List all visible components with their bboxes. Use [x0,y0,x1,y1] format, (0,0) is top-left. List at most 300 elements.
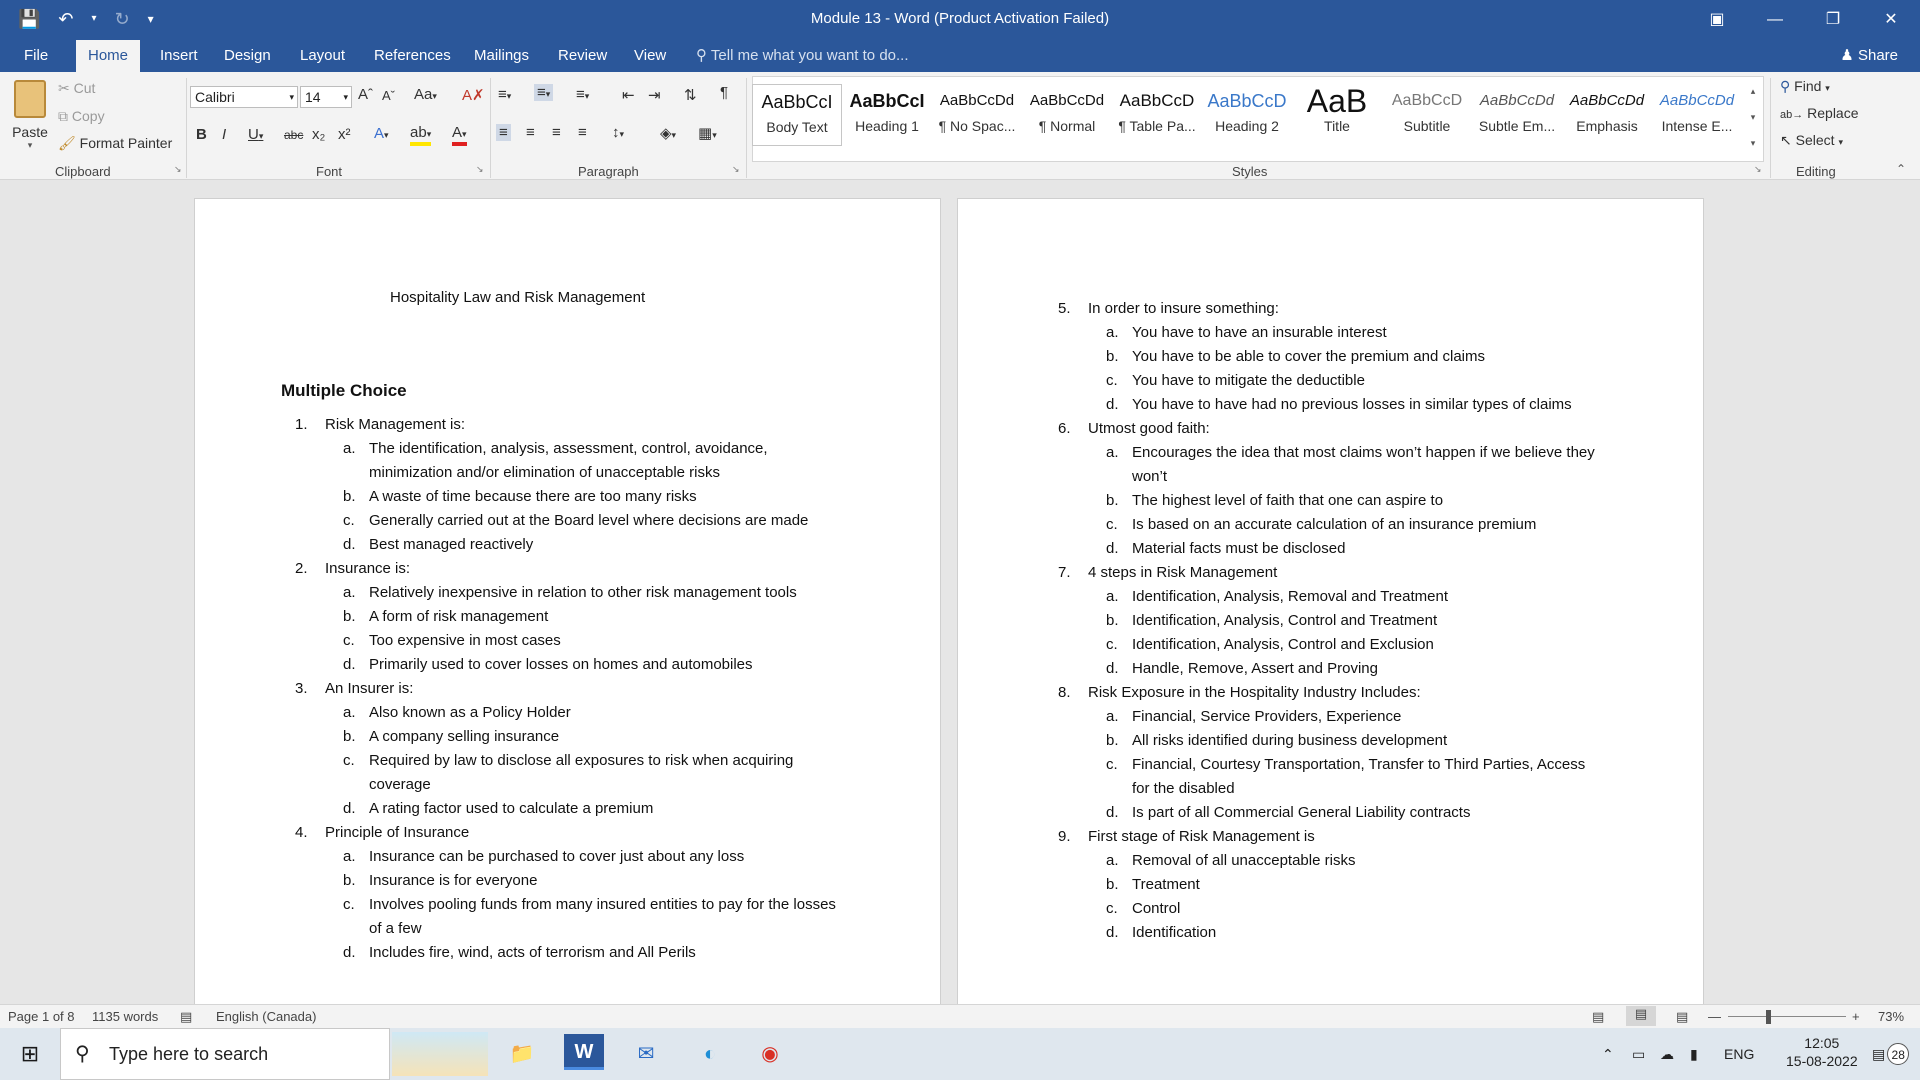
bullets-icon[interactable]: ≡▾ [498,86,512,103]
option-letter: a. [1106,324,1119,341]
option-item [281,725,841,749]
bold-icon[interactable]: B [196,126,207,143]
option-item [281,845,841,869]
share-label: Share [1857,47,1898,64]
option-text: Control [1132,900,1181,917]
show-hidden-icons[interactable]: ⌃ [1602,1046,1614,1062]
font-group-label: Font [316,164,343,179]
clock[interactable] [1786,1034,1858,1070]
select-button[interactable]: ↖ Select ▾ [1780,132,1843,148]
editing-group-label: Editing [1796,164,1836,179]
highlight-icon[interactable]: ab▾ [410,125,431,146]
tab-mailings[interactable]: Mailings [474,47,530,64]
style-sample: AaBbCcDd [1569,92,1645,109]
style-normal[interactable] [1022,84,1112,146]
font-name-value: Calibri [195,89,235,105]
zoom-slider-track[interactable] [1728,1016,1846,1017]
style-subtitle[interactable] [1382,84,1472,146]
option-letter: d. [1106,660,1119,677]
mail-icon[interactable]: ✉ [637,1043,655,1065]
question-text: Risk Management is: [325,416,466,433]
notification-count: 28 [1887,1043,1909,1065]
option-text: Required by law to disclose all exposures to risk when acquiring coverage [369,752,794,793]
line-spacing-icon[interactable]: ↕▾ [612,124,625,141]
style-body-text[interactable] [752,84,842,146]
window-title: Module 13 - Word (Product Activation Failed) [810,10,1110,27]
close-button[interactable]: ✕ [1884,11,1898,28]
option-letter: a. [1106,852,1119,869]
change-case-label: Aa [414,86,433,103]
proofing-icon[interactable]: ▤ [180,1009,193,1024]
option-letter: d. [1106,396,1119,413]
option-item [1044,849,1604,873]
option-text: Treatment [1132,876,1200,893]
windows-start-icon[interactable]: ⊞ [20,1041,40,1066]
question-number: 8. [1058,684,1071,701]
customize-qat-icon[interactable]: ▾ [147,12,154,26]
zoom-level[interactable]: 73% [1878,1009,1905,1024]
option-item [1044,441,1604,489]
tab-design[interactable]: Design [224,47,271,64]
show-formatting-icon[interactable]: ¶ [720,84,729,101]
find-button[interactable]: ⚲ Find ▾ [1780,78,1830,94]
style-intense-emphasis[interactable] [1652,84,1742,146]
option-item [1044,369,1604,393]
option-letter: b. [343,872,356,889]
chrome-browser-icon[interactable]: ◉ [761,1043,779,1065]
style-name: Heading 1 [855,118,919,134]
option-letter: d. [343,536,356,553]
question-number: 5. [1058,300,1071,317]
language-indicator[interactable]: English (Canada) [216,1009,317,1024]
option-item [1044,585,1604,609]
zoom-out-icon[interactable]: — [1708,1009,1721,1024]
option-item [1044,729,1604,753]
question-number: 9. [1058,828,1071,845]
option-item [1044,633,1604,657]
strikethrough-icon[interactable]: abc [284,128,304,142]
tab-review[interactable]: Review [558,47,608,64]
clock-date: 15-08-2022 [1786,1053,1858,1069]
option-item [281,485,841,509]
lightbulb-icon: ⚲ [696,47,707,64]
style-subtle-emphasis[interactable] [1472,84,1562,146]
style-name: ¶ Table Pa... [1118,118,1196,134]
text-effects-icon[interactable]: A▾ [374,125,389,142]
style-name: Emphasis [1576,118,1638,134]
clipboard-group-label: Clipboard [55,164,111,179]
minimize-button[interactable]: — [1767,11,1783,28]
page-1[interactable] [194,198,941,1015]
separator [490,78,491,178]
option-item [281,605,841,629]
option-letter: c. [343,896,355,913]
option-letter: d. [1106,924,1119,941]
style-heading-1[interactable] [842,84,932,146]
restore-button[interactable]: ❐ [1825,11,1841,28]
option-item [1044,921,1604,945]
option-item [281,653,841,677]
question-item [1044,417,1604,441]
option-letter: b. [1106,348,1119,365]
option-text: Includes fire, wind, acts of terrorism and All Perils [369,944,696,961]
question-text: Insurance is: [325,560,411,577]
chevron-down-icon[interactable]: ▾ [1750,112,1756,122]
select-label: Select [1795,132,1835,148]
option-item [281,893,841,941]
style-name: ¶ Normal [1038,118,1096,134]
chevron-up-icon[interactable]: ▴ [1750,86,1756,96]
paragraph-launcher-icon[interactable]: ↘ [732,164,740,174]
find-label: Find [1794,78,1822,94]
replace-button[interactable] [1780,105,1859,121]
question-text: An Insurer is: [325,680,414,697]
replace-icon: ab→ [1780,109,1804,121]
format-painter-label: Format Painter [79,135,173,151]
style-table-paragraph[interactable] [1112,84,1202,146]
person-icon: ♟ [1840,47,1854,64]
option-item [1044,657,1604,681]
option-item [1044,873,1604,897]
title-bar [0,0,1920,40]
styles-group-label: Styles [1232,164,1268,179]
decrease-indent-icon[interactable]: ⇤ [622,87,635,104]
option-item [1044,753,1604,801]
option-text: Too expensive in most cases [369,632,561,649]
tab-references[interactable]: References [374,47,451,64]
option-letter: a. [1106,444,1119,461]
edge-browser-icon[interactable]: ◐ [703,1043,717,1065]
word-count[interactable]: 1135 words [92,1009,159,1024]
gallery-more-icon[interactable]: ▾ [1750,138,1756,148]
input-language[interactable]: ENG [1724,1046,1755,1062]
option-letter: d. [1106,804,1119,821]
option-item [1044,513,1604,537]
option-text: The identification, analysis, assessment, control, avoidance, minimization and/or elimination of unacceptable risks [369,440,768,481]
option-letter: d. [1106,540,1119,557]
cut-button[interactable] [58,80,95,97]
question-item [281,413,841,437]
option-text: Best managed reactively [369,536,534,553]
paintbrush-icon: 🖌 [58,135,76,151]
option-letter: c. [343,632,355,649]
subscript-icon[interactable]: x₂ [312,126,326,143]
window-controls [1688,0,1920,40]
option-item [1044,345,1604,369]
search-icon: ⚲ [75,1043,90,1065]
option-text: Material facts must be disclosed [1132,540,1346,557]
question-text: Principle of Insurance [325,824,470,841]
style-emphasis[interactable] [1562,84,1652,146]
question-text: Risk Exposure in the Hospitality Industry Includes: [1088,684,1421,701]
option-letter: a. [343,848,356,865]
read-mode-icon[interactable]: ▤ [1592,1009,1605,1024]
style-name: Subtle Em... [1478,118,1556,134]
style-sample: AaBbCcD [1119,91,1195,110]
cut-label: Cut [73,80,96,96]
paste-dropdown-icon: ▾ [27,140,33,150]
option-letter: d. [343,656,356,673]
paste-button[interactable] [8,78,52,162]
option-text: Also known as a Policy Holder [369,704,571,721]
underline-icon[interactable]: U▾ [248,126,264,143]
question-item [1044,561,1604,585]
word-app-icon[interactable]: W [564,1034,604,1070]
search-placeholder: Type here to search [109,1044,269,1064]
chevron-down-icon: ▾ [289,92,294,102]
style-sample: AaBbCcI [761,92,833,112]
option-text: A rating factor used to calculate a premium [369,800,654,817]
option-letter: b. [1106,612,1119,629]
separator [186,78,187,178]
style-heading-2[interactable] [1202,84,1292,146]
chevron-down-icon: ▾ [343,92,348,102]
option-text: Insurance is for everyone [369,872,538,889]
option-text: You have to have had no previous losses in similar types of claims [1132,396,1572,413]
option-text: Financial, Service Providers, Experience [1132,708,1402,725]
option-letter: c. [1106,900,1118,917]
align-center-icon[interactable]: ≡ [526,124,535,141]
undo-dropdown-icon[interactable]: ▾ [91,13,97,24]
search-icon: ⚲ [1780,78,1791,94]
web-layout-icon[interactable]: ▤ [1676,1009,1689,1024]
redo-icon[interactable]: ↻ [114,9,130,29]
option-item [1044,897,1604,921]
separator [1770,78,1771,178]
question-list-page-1 [281,413,841,965]
shrink-font-icon[interactable]: Aˇ [382,88,395,103]
italic-icon[interactable]: I [222,126,227,143]
tab-file[interactable]: File [24,47,49,64]
option-letter: c. [1106,756,1118,773]
print-layout-icon[interactable]: ▤ [1626,1006,1656,1026]
style-name: Intense E... [1661,118,1733,134]
file-explorer-icon[interactable]: 📁 [509,1043,535,1065]
option-text: A form of risk management [369,608,549,625]
zoom-slider-thumb[interactable] [1766,1010,1771,1024]
option-item [281,941,841,965]
question-number: 6. [1058,420,1071,437]
ribbon-tabs [0,40,1920,72]
document-canvas [0,180,1920,1015]
option-text: You have to mitigate the deductible [1132,372,1365,389]
question-item [281,557,841,581]
page-2[interactable] [957,198,1704,1015]
styles-launcher-icon[interactable]: ↘ [1754,164,1762,174]
align-right-icon[interactable]: ≡ [552,124,561,141]
section-heading: Multiple Choice [281,381,407,400]
option-item [1044,537,1604,561]
page-indicator[interactable]: Page 1 of 8 [8,1009,75,1024]
question-list-page-2 [1044,297,1604,945]
font-color-icon[interactable]: A▾ [452,125,467,146]
option-item [1044,489,1604,513]
option-item [281,509,841,533]
format-painter-button[interactable] [58,135,172,152]
option-text: A company selling insurance [369,728,560,745]
clock-time: 12:05 [1804,1035,1840,1051]
tab-home[interactable]: Home [76,40,140,72]
question-number: 4. [295,824,308,841]
question-item [1044,681,1604,705]
option-letter: a. [1106,588,1119,605]
style-name: Heading 2 [1215,118,1279,134]
borders-icon[interactable]: ▦▾ [698,125,717,142]
question-number: 7. [1058,564,1071,581]
tab-view[interactable]: View [634,47,667,64]
option-text: Identification, Analysis, Control and Exclusion [1132,636,1434,653]
onedrive-icon[interactable]: ☁ [1660,1046,1674,1062]
option-text: Identification [1132,924,1217,941]
style-no-spacing[interactable] [932,84,1022,146]
option-letter: a. [1106,708,1119,725]
font-size-combo[interactable] [300,86,352,108]
option-text: The highest level of faith that one can aspire to [1132,492,1444,509]
taskbar-search-box[interactable] [60,1028,390,1080]
option-item [1044,801,1604,825]
save-icon[interactable]: 💾 [18,9,41,29]
zoom-in-icon[interactable]: + [1852,1009,1860,1024]
document-title: Hospitality Law and Risk Management [390,289,646,306]
option-letter: c. [1106,636,1118,653]
clipboard-icon [14,80,46,118]
copy-icon: ⧉ [58,108,68,124]
numbering-icon[interactable]: ≡▾ [534,84,553,101]
paragraph-group-label: Paragraph [578,164,639,179]
option-letter: c. [343,512,355,529]
grow-font-icon[interactable]: Aˆ [358,86,373,103]
style-sample: AaBbCcDd [1659,92,1735,109]
option-text: All risks identified during business development [1132,732,1448,749]
option-item [281,581,841,605]
change-case-button[interactable]: Aa▾ [414,86,437,103]
option-text: Financial, Courtesy Transportation, Transfer to Third Parties, Access for the disabled [1132,756,1586,797]
superscript-icon[interactable]: x² [338,126,351,143]
style-sample: AaBbCcI [849,91,925,111]
option-text: Encourages the idea that most claims won’t happen if we believe they won’t [1132,444,1595,485]
copy-button[interactable] [58,108,105,125]
style-name: Title [1324,118,1350,134]
option-text: Identification, Analysis, Removal and Treatment [1132,588,1448,605]
cursor-icon: ↖ [1780,132,1792,148]
question-number: 1. [295,416,308,433]
status-bar [0,1004,1920,1028]
option-item [281,749,841,797]
tell-me-box[interactable] [696,40,909,72]
option-text: Involves pooling funds from many insured entities to pay for the losses of a few [369,896,836,937]
option-letter: d. [343,800,356,817]
share-button[interactable] [1840,40,1898,72]
style-name: ¶ No Spac... [938,118,1016,134]
tell-me-placeholder: Tell me what you want to do... [710,47,909,64]
option-letter: c. [1106,372,1118,389]
option-item [281,533,841,557]
tab-insert[interactable]: Insert [160,47,198,64]
option-text: You have to have an insurable interest [1132,324,1387,341]
question-text: Utmost good faith: [1088,420,1210,437]
style-sample: AaBbCcDd [1029,92,1105,109]
option-item [1044,393,1604,417]
option-letter: b. [343,728,356,745]
style-sample: AaBbCcD [1391,92,1463,109]
option-text: Is based on an accurate calculation of an insurance premium [1132,516,1537,533]
align-left-icon[interactable]: ≡ [496,124,511,141]
option-letter: c. [1106,516,1118,533]
font-launcher-icon[interactable]: ↘ [476,164,484,174]
collapse-ribbon-icon[interactable]: ⌃ [1896,162,1907,176]
clear-formatting-icon[interactable]: A✗ [462,87,485,104]
style-sample: AaBbCcD [1207,91,1287,111]
option-text: You have to be able to cover the premium and claims [1132,348,1485,365]
option-text: A waste of time because there are too many risks [369,488,697,505]
option-letter: a. [343,584,356,601]
style-sample: AaB [1306,84,1368,118]
option-text: Removal of all unacceptable risks [1132,852,1356,869]
shading-icon[interactable]: ◈▾ [660,125,677,142]
style-name: Body Text [766,119,828,135]
option-text: Relatively inexpensive in relation to other risk management tools [369,584,797,601]
option-letter: d. [343,944,356,961]
style-sample: AaBbCcDd [939,92,1015,109]
paste-label: Paste [12,124,48,140]
ribbon-display-options-icon[interactable]: ▣ [1709,11,1725,28]
question-text: In order to insure something: [1088,300,1279,317]
option-text: Insurance can be purchased to cover just about any loss [369,848,745,865]
option-letter: b. [343,608,356,625]
question-item [1044,297,1604,321]
option-text: Generally carried out at the Board level where decisions are made [369,512,809,529]
option-letter: b. [1106,492,1119,509]
option-item [281,437,841,485]
style-name: Subtitle [1403,118,1451,134]
style-title[interactable] [1292,84,1382,146]
option-text: Is part of all Commercial General Liability contracts [1132,804,1471,821]
sort-icon[interactable]: ⇅ [684,87,697,104]
scissors-icon: ✂ [58,80,70,96]
question-text: 4 steps in Risk Management [1088,564,1278,581]
clipboard-launcher-icon[interactable]: ↘ [174,164,182,174]
option-item [281,869,841,893]
option-letter: b. [343,488,356,505]
notification-icon[interactable]: ▤ 28 [1872,1028,1909,1080]
question-text: First stage of Risk Management is [1088,828,1315,845]
search-highlight-icon[interactable] [392,1032,488,1076]
style-sample: AaBbCcDd [1479,92,1555,109]
option-item [1044,321,1604,345]
question-item [1044,825,1604,849]
option-letter: b. [1106,876,1119,893]
justify-icon[interactable]: ≡ [578,124,587,141]
option-item [1044,609,1604,633]
device-icon[interactable]: ▭ [1632,1046,1646,1062]
taskbar [0,1028,1920,1080]
font-name-combo[interactable] [190,86,298,108]
undo-icon[interactable]: ↶ [58,9,74,29]
question-item [281,677,841,701]
increase-indent-icon[interactable]: ⇥ [648,87,661,104]
option-item [1044,705,1604,729]
multilevel-list-icon[interactable]: ≡▾ [576,86,590,103]
gallery-scroll[interactable] [1744,78,1762,160]
question-number: 3. [295,680,308,697]
tab-layout[interactable]: Layout [300,47,346,64]
option-text: Handle, Remove, Assert and Proving [1132,660,1378,677]
replace-label: Replace [1807,105,1859,121]
battery-icon[interactable]: ▮ [1690,1046,1698,1062]
separator [746,78,747,178]
option-item [281,797,841,821]
option-letter: a. [343,704,356,721]
